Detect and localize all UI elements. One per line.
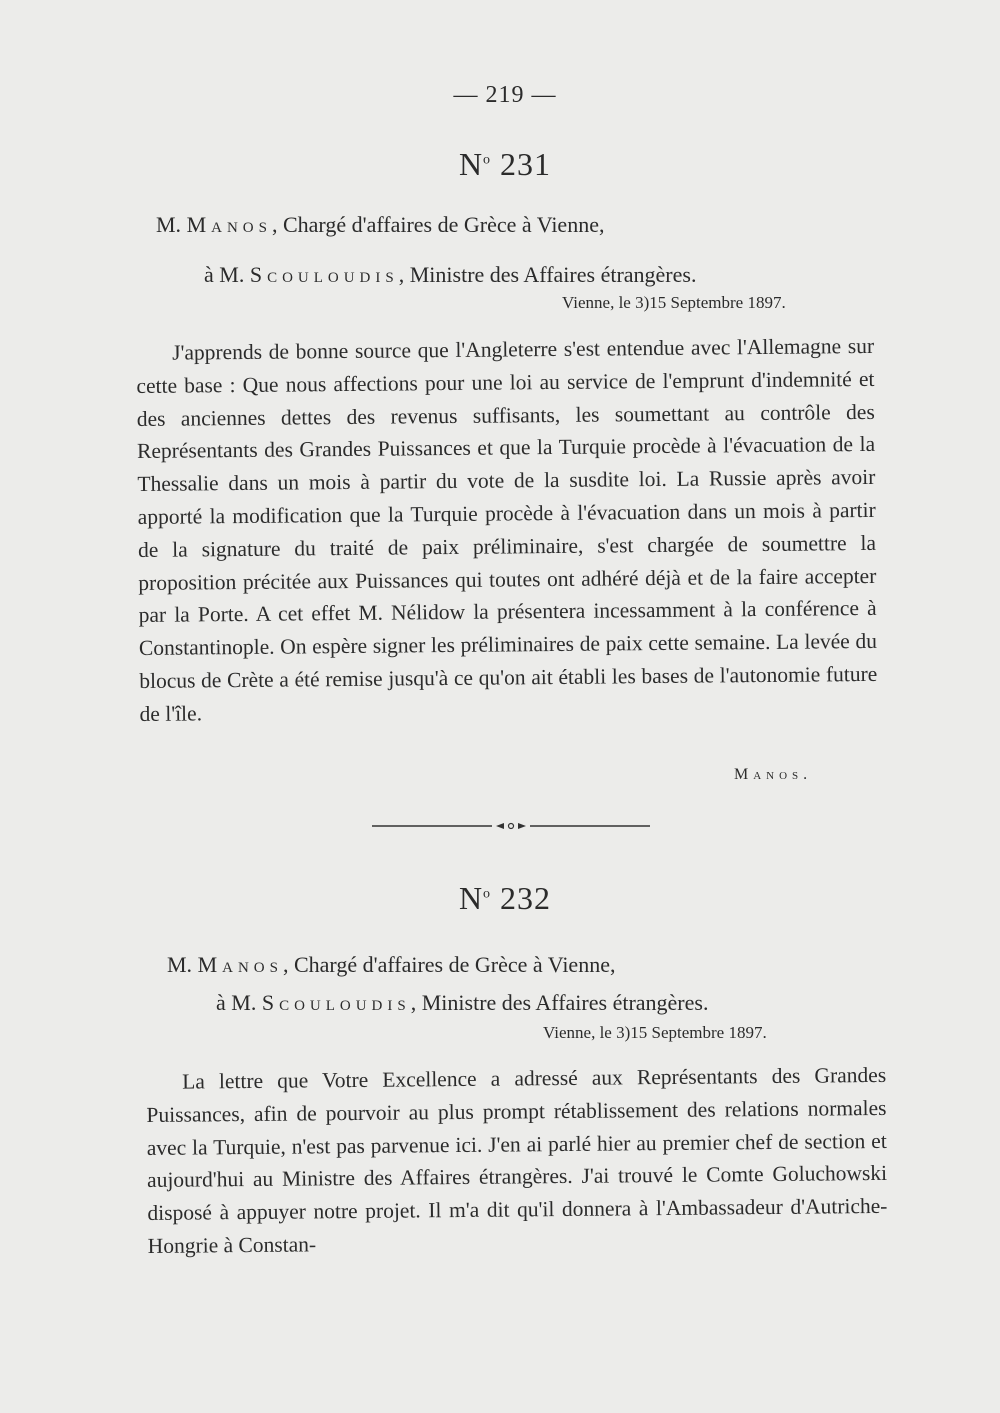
number-sup: o — [483, 886, 492, 902]
number-prefix: N — [458, 146, 484, 182]
section-divider — [372, 821, 650, 831]
recipient-name: Scouloudis — [249, 262, 399, 287]
number-sup: o — [483, 152, 492, 168]
sender-line: M. Manos, Chargé d'affaires de Grèce à Vienne, — [167, 952, 616, 977]
recipient-name: Scouloudis — [261, 990, 411, 1015]
letter-body — [146, 1059, 888, 1263]
recipient-line: à M. Scouloudis, Ministre des Affaires étrangères. — [216, 990, 709, 1015]
recipient-line: à M. Scouloudis, Ministre des Affaires étrangères. — [204, 262, 697, 287]
sender-name: Manos — [197, 952, 283, 977]
document-number-232 — [0, 880, 1000, 917]
body-text: J'apprends de bonne source que l'Angleterre s'est entendue avec l'Allemagne sur cette base : Que nous affections pour une loi au service de l'emprunt d'indemnité et des anciennes dettes des revenus suffisants, les soumettant au contrôle des Représentants des Grandes Puissances et que la Turquie procède à l'évacuation de la Thessalie dans un mois à partir du vote de la susdite loi. La Russie après avoir apporté la modification que la Turquie procède à l'évacuation dans un mois à partir de la signature du traité de paix préliminaire, s'est chargée de soumettre la proposition précitée aux Puissances qui toutes ont adhéré déjà et de la faire accepter par la Porte. A cet effet M. Nélidow la présentera incessamment à la conférence à Constantinople. On espère signer les préliminaires de paix cette semaine. La levée du blocus de Crète a été remise jusqu'à ce qu'on ait établi les bases de l'autonomie future de l'île. — [136, 333, 878, 726]
letter-body — [136, 330, 878, 731]
page-number: — 219 — — [453, 82, 557, 108]
number-value: 232 — [500, 880, 552, 916]
signature: Manos. — [734, 766, 813, 783]
document-number-231 — [0, 146, 1000, 183]
number-prefix: N — [458, 880, 484, 916]
date-line: Vienne, le 3)15 Septembre 1897. — [543, 1023, 767, 1042]
number-value: 231 — [500, 146, 552, 182]
date-line: Vienne, le 3)15 Septembre 1897. — [562, 293, 786, 312]
body-text: La lettre que Votre Excellence a adressé aux Représentants des Grandes Puissances, afin de pourvoir au plus prompt rétablissement des relations normales avec la Turquie, n'est pas parvenue ici. J'en ai parlé hier au premier chef de section et aujourd'hui au Ministre des Affaires étrangères. J'ai trouvé le Comte Goluchowski disposé à appuyer notre projet. Il m'a dit qu'il donnera à l'Ambassadeur d'Autriche-Hongrie à Constan- — [146, 1062, 888, 1258]
sender-name: Manos — [186, 212, 272, 237]
sender-line: M. Manos, Chargé d'affaires de Grèce à Vienne, — [156, 212, 605, 237]
